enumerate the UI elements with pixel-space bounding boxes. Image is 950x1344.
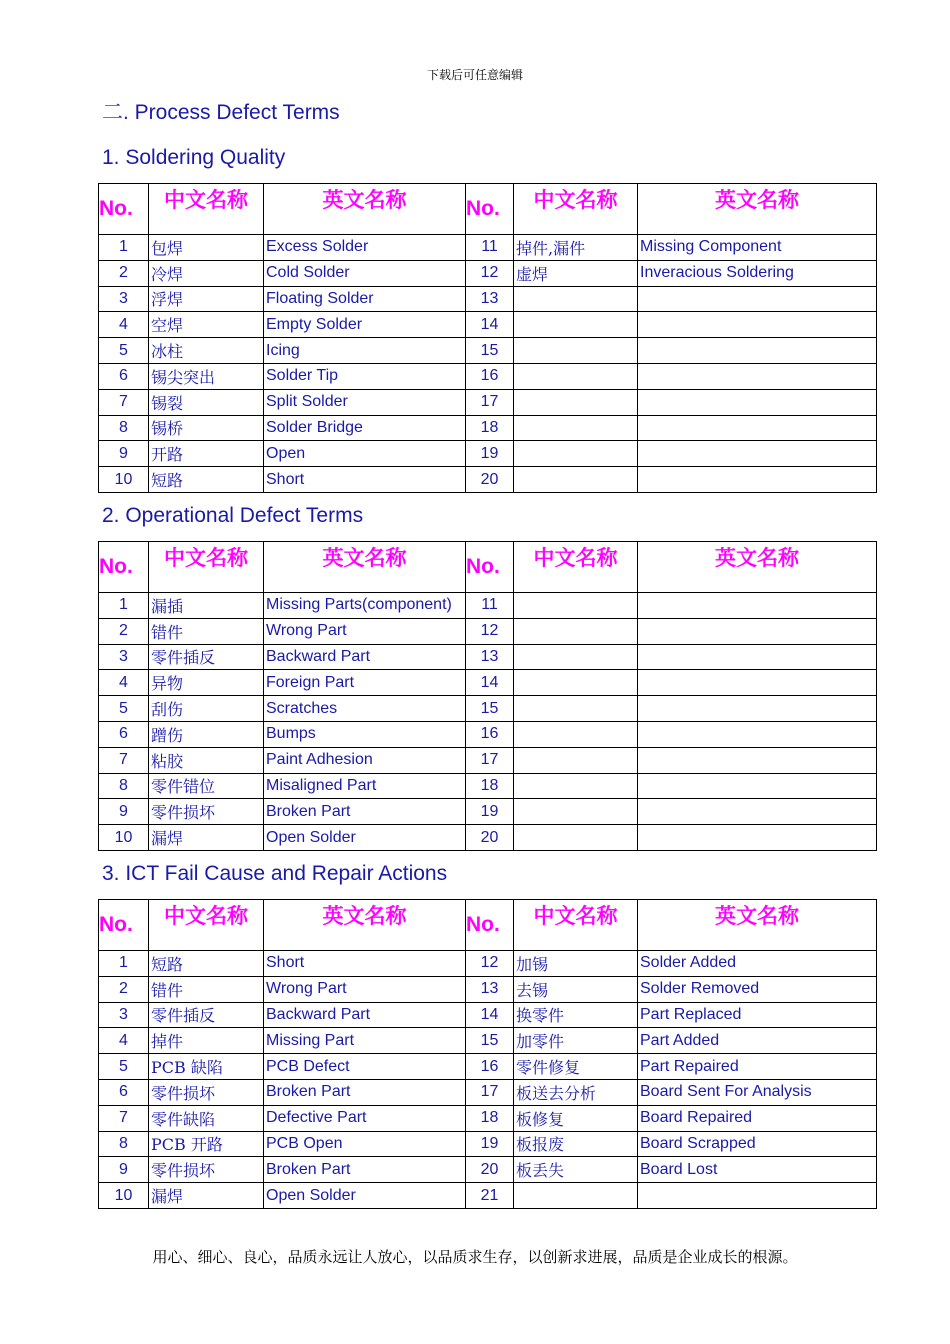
table-row: [99, 747, 877, 773]
table-row: [99, 363, 877, 389]
right-number-cell: 15: [466, 696, 514, 722]
left-chinese-name-cell: 零件缺陷: [149, 1105, 264, 1131]
right-number-cell: 21: [466, 1183, 514, 1209]
left-english-name-cell: Short: [264, 951, 466, 977]
left-chinese-name-cell: 锡裂: [149, 389, 264, 415]
table-header-row: [99, 542, 877, 593]
left-chinese-name-cell: 开路: [149, 441, 264, 467]
table-row: [99, 235, 877, 261]
left-number-cell: 9: [99, 799, 149, 825]
right-chinese-name-cell: [514, 286, 638, 312]
right-chinese-name-cell: 换零件: [514, 1002, 638, 1028]
right-number-cell: 17: [466, 389, 514, 415]
left-number-cell: 3: [99, 286, 149, 312]
left-chinese-name-cell: 冰柱: [149, 338, 264, 364]
table-header-row: [99, 900, 877, 951]
left-chinese-name-cell: 掉件: [149, 1028, 264, 1054]
left-english-name-cell: Icing: [264, 338, 466, 364]
left-chinese-name-cell: 空焊: [149, 312, 264, 338]
right-english-name-cell: [638, 415, 877, 441]
left-english-name-cell: Misaligned Part: [264, 773, 466, 799]
right-chinese-name-cell: [514, 593, 638, 619]
right-number-cell: 20: [466, 825, 514, 851]
header-left-chinese-name: 中文名称: [149, 542, 264, 593]
table-row: [99, 951, 877, 977]
right-english-name-cell: [638, 618, 877, 644]
left-number-cell: 2: [99, 260, 149, 286]
header-note: 下载后可任意编辑: [426, 68, 523, 82]
right-english-name-cell: [638, 286, 877, 312]
left-chinese-name-cell: 包焊: [149, 235, 264, 261]
right-english-name-cell: [638, 825, 877, 851]
right-english-name-cell: [638, 644, 877, 670]
left-number-cell: 4: [99, 312, 149, 338]
right-number-cell: 12: [466, 951, 514, 977]
right-chinese-name-cell: [514, 825, 638, 851]
left-chinese-name-cell: 浮焊: [149, 286, 264, 312]
right-number-cell: 15: [466, 338, 514, 364]
header-left-english-name: 英文名称: [264, 542, 466, 593]
right-number-cell: 19: [466, 799, 514, 825]
header-right-chinese-name: 中文名称: [514, 184, 638, 235]
left-chinese-name-cell: 零件损坏: [149, 799, 264, 825]
table-row: [99, 1183, 877, 1209]
left-english-name-cell: Paint Adhesion: [264, 747, 466, 773]
right-chinese-name-cell: [514, 696, 638, 722]
right-chinese-name-cell: 零件修复: [514, 1054, 638, 1080]
right-chinese-name-cell: [514, 415, 638, 441]
left-number-cell: 6: [99, 721, 149, 747]
table-row: [99, 415, 877, 441]
right-english-name-cell: [638, 363, 877, 389]
right-chinese-name-cell: 加锡: [514, 951, 638, 977]
table-row: [99, 1028, 877, 1054]
table-row: [99, 773, 877, 799]
left-english-name-cell: Excess Solder: [264, 235, 466, 261]
right-number-cell: 13: [466, 286, 514, 312]
right-english-name-cell: [638, 389, 877, 415]
right-chinese-name-cell: 板修复: [514, 1105, 638, 1131]
right-english-name-cell: Board Sent For Analysis: [638, 1079, 877, 1105]
right-number-cell: 14: [466, 312, 514, 338]
right-chinese-name-cell: [514, 773, 638, 799]
header-right-english-name: 英文名称: [638, 900, 877, 951]
table-row: [99, 338, 877, 364]
right-english-name-cell: Board Scrapped: [638, 1131, 877, 1157]
header-left-english-name: 英文名称: [264, 900, 466, 951]
header-left-number: No.: [99, 184, 149, 235]
table-row: [99, 618, 877, 644]
right-english-name-cell: [638, 441, 877, 467]
left-english-name-cell: Broken Part: [264, 799, 466, 825]
left-english-name-cell: Backward Part: [264, 1002, 466, 1028]
right-english-name-cell: Inveracious Soldering: [638, 260, 877, 286]
left-english-name-cell: Missing Parts(component): [264, 593, 466, 619]
section-title-ict-fail-cause: 3. ICT Fail Cause and Repair Actions: [102, 862, 448, 885]
right-number-cell: 18: [466, 773, 514, 799]
header-right-number: No.: [466, 900, 514, 951]
header-left-number: No.: [99, 900, 149, 951]
right-english-name-cell: Missing Component: [638, 235, 877, 261]
right-chinese-name-cell: [514, 467, 638, 493]
table-row: [99, 441, 877, 467]
right-english-name-cell: [638, 338, 877, 364]
table-row: [99, 1054, 877, 1080]
right-chinese-name-cell: [514, 1183, 638, 1209]
table-row: [99, 467, 877, 493]
right-number-cell: 15: [466, 1028, 514, 1054]
right-english-name-cell: [638, 1183, 877, 1209]
left-number-cell: 10: [99, 825, 149, 851]
operational-defect-table: [98, 541, 877, 851]
left-chinese-name-cell: 漏焊: [149, 825, 264, 851]
right-number-cell: 11: [466, 235, 514, 261]
right-english-name-cell: [638, 467, 877, 493]
right-english-name-cell: Board Repaired: [638, 1105, 877, 1131]
left-chinese-name-cell: 零件插反: [149, 1002, 264, 1028]
left-english-name-cell: Foreign Part: [264, 670, 466, 696]
right-chinese-name-cell: [514, 389, 638, 415]
table-row: [99, 976, 877, 1002]
left-chinese-name-cell: 异物: [149, 670, 264, 696]
left-chinese-name-cell: 粘胶: [149, 747, 264, 773]
left-number-cell: 3: [99, 1002, 149, 1028]
left-number-cell: 9: [99, 441, 149, 467]
right-number-cell: 11: [466, 593, 514, 619]
left-english-name-cell: Backward Part: [264, 644, 466, 670]
left-english-name-cell: Scratches: [264, 696, 466, 722]
right-chinese-name-cell: [514, 799, 638, 825]
right-number-cell: 12: [466, 260, 514, 286]
left-english-name-cell: Defective Part: [264, 1105, 466, 1131]
right-english-name-cell: [638, 799, 877, 825]
left-english-name-cell: Short: [264, 467, 466, 493]
footer-note: 用心、细心、良心，品质永远让人放心，以品质求生存，以创新求进展，品质是企业成长的根源。: [152, 1248, 798, 1266]
left-english-name-cell: PCB Open: [264, 1131, 466, 1157]
left-number-cell: 5: [99, 1054, 149, 1080]
right-english-name-cell: [638, 593, 877, 619]
left-number-cell: 7: [99, 747, 149, 773]
left-number-cell: 2: [99, 976, 149, 1002]
left-chinese-name-cell: 短路: [149, 467, 264, 493]
header-right-number: No.: [466, 184, 514, 235]
left-english-name-cell: Open: [264, 441, 466, 467]
left-number-cell: 10: [99, 1183, 149, 1209]
left-chinese-name-cell: 锡尖突出: [149, 363, 264, 389]
right-number-cell: 16: [466, 363, 514, 389]
right-number-cell: 17: [466, 747, 514, 773]
table-row: [99, 799, 877, 825]
left-chinese-name-cell: 锡桥: [149, 415, 264, 441]
left-english-name-cell: Cold Solder: [264, 260, 466, 286]
right-english-name-cell: Part Repaired: [638, 1054, 877, 1080]
section-title-operational-defect-terms: 2. Operational Defect Terms: [102, 504, 364, 527]
left-chinese-name-cell: 短路: [149, 951, 264, 977]
left-number-cell: 7: [99, 389, 149, 415]
header-left-chinese-name: 中文名称: [149, 184, 264, 235]
right-number-cell: 16: [466, 721, 514, 747]
table-row: [99, 312, 877, 338]
right-number-cell: 19: [466, 441, 514, 467]
left-chinese-name-cell: 错件: [149, 976, 264, 1002]
left-number-cell: 4: [99, 670, 149, 696]
right-number-cell: 17: [466, 1079, 514, 1105]
right-chinese-name-cell: 加零件: [514, 1028, 638, 1054]
table-row: [99, 286, 877, 312]
table-row: [99, 670, 877, 696]
right-number-cell: 18: [466, 415, 514, 441]
left-number-cell: 1: [99, 951, 149, 977]
left-english-name-cell: Open Solder: [264, 1183, 466, 1209]
left-chinese-name-cell: 刮伤: [149, 696, 264, 722]
ict-fail-cause-table: [98, 899, 877, 1209]
left-chinese-name-cell: 零件错位: [149, 773, 264, 799]
right-number-cell: 14: [466, 1002, 514, 1028]
right-number-cell: 16: [466, 1054, 514, 1080]
right-number-cell: 12: [466, 618, 514, 644]
right-number-cell: 13: [466, 644, 514, 670]
table-row: [99, 825, 877, 851]
right-number-cell: 18: [466, 1105, 514, 1131]
header-right-english-name: 英文名称: [638, 542, 877, 593]
left-chinese-name-cell: 零件插反: [149, 644, 264, 670]
left-chinese-name-cell: 错件: [149, 618, 264, 644]
page-title: 二. Process Defect Terms: [102, 101, 340, 124]
right-english-name-cell: Board Lost: [638, 1157, 877, 1183]
right-number-cell: 13: [466, 976, 514, 1002]
header-left-english-name: 英文名称: [264, 184, 466, 235]
right-chinese-name-cell: [514, 670, 638, 696]
left-number-cell: 8: [99, 415, 149, 441]
header-left-chinese-name: 中文名称: [149, 900, 264, 951]
left-english-name-cell: Broken Part: [264, 1079, 466, 1105]
header-right-chinese-name: 中文名称: [514, 542, 638, 593]
table-row: [99, 1131, 877, 1157]
left-english-name-cell: Empty Solder: [264, 312, 466, 338]
left-chinese-name-cell: 漏插: [149, 593, 264, 619]
right-chinese-name-cell: [514, 363, 638, 389]
right-english-name-cell: [638, 312, 877, 338]
right-chinese-name-cell: [514, 312, 638, 338]
right-english-name-cell: Part Replaced: [638, 1002, 877, 1028]
soldering-quality-table: [98, 183, 877, 493]
header-right-english-name: 英文名称: [638, 184, 877, 235]
left-chinese-name-cell: 蹭伤: [149, 721, 264, 747]
table-row: [99, 1079, 877, 1105]
left-english-name-cell: PCB Defect: [264, 1054, 466, 1080]
left-number-cell: 5: [99, 338, 149, 364]
right-english-name-cell: [638, 670, 877, 696]
left-number-cell: 4: [99, 1028, 149, 1054]
left-english-name-cell: Wrong Part: [264, 618, 466, 644]
left-number-cell: 3: [99, 644, 149, 670]
right-chinese-name-cell: 掉件,漏件: [514, 235, 638, 261]
header-right-chinese-name: 中文名称: [514, 900, 638, 951]
left-number-cell: 2: [99, 618, 149, 644]
right-chinese-name-cell: 板报废: [514, 1131, 638, 1157]
right-chinese-name-cell: 去锡: [514, 976, 638, 1002]
left-english-name-cell: Bumps: [264, 721, 466, 747]
table-row: [99, 696, 877, 722]
table-row: [99, 1157, 877, 1183]
left-english-name-cell: Broken Part: [264, 1157, 466, 1183]
left-number-cell: 5: [99, 696, 149, 722]
right-english-name-cell: [638, 773, 877, 799]
left-english-name-cell: Solder Tip: [264, 363, 466, 389]
right-chinese-name-cell: [514, 747, 638, 773]
right-chinese-name-cell: 虚焊: [514, 260, 638, 286]
right-chinese-name-cell: 板丢失: [514, 1157, 638, 1183]
left-number-cell: 1: [99, 235, 149, 261]
left-number-cell: 10: [99, 467, 149, 493]
left-number-cell: 6: [99, 1079, 149, 1105]
right-chinese-name-cell: [514, 338, 638, 364]
left-number-cell: 6: [99, 363, 149, 389]
table-row: [99, 721, 877, 747]
right-english-name-cell: Part Added: [638, 1028, 877, 1054]
right-english-name-cell: Solder Added: [638, 951, 877, 977]
left-number-cell: 8: [99, 1131, 149, 1157]
right-chinese-name-cell: 板送去分析: [514, 1079, 638, 1105]
left-number-cell: 8: [99, 773, 149, 799]
right-chinese-name-cell: [514, 644, 638, 670]
right-number-cell: 19: [466, 1131, 514, 1157]
table-row: [99, 260, 877, 286]
left-chinese-name-cell: 漏焊: [149, 1183, 264, 1209]
left-english-name-cell: Wrong Part: [264, 976, 466, 1002]
table-row: [99, 593, 877, 619]
right-number-cell: 14: [466, 670, 514, 696]
table-row: [99, 1105, 877, 1131]
left-number-cell: 7: [99, 1105, 149, 1131]
table-row: [99, 644, 877, 670]
left-english-name-cell: Split Solder: [264, 389, 466, 415]
left-number-cell: 9: [99, 1157, 149, 1183]
table-row: [99, 1002, 877, 1028]
right-english-name-cell: [638, 696, 877, 722]
left-chinese-name-cell: 零件损坏: [149, 1079, 264, 1105]
left-english-name-cell: Floating Solder: [264, 286, 466, 312]
right-number-cell: 20: [466, 1157, 514, 1183]
left-english-name-cell: Missing Part: [264, 1028, 466, 1054]
header-left-number: No.: [99, 542, 149, 593]
left-number-cell: 1: [99, 593, 149, 619]
left-english-name-cell: Open Solder: [264, 825, 466, 851]
table-header-row: [99, 184, 877, 235]
table-row: [99, 389, 877, 415]
left-chinese-name-cell: PCB 开路: [149, 1131, 264, 1157]
right-english-name-cell: Solder Removed: [638, 976, 877, 1002]
right-english-name-cell: [638, 747, 877, 773]
right-chinese-name-cell: [514, 721, 638, 747]
left-chinese-name-cell: PCB 缺陷: [149, 1054, 264, 1080]
left-english-name-cell: Solder Bridge: [264, 415, 466, 441]
right-english-name-cell: [638, 721, 877, 747]
right-chinese-name-cell: [514, 618, 638, 644]
section-title-soldering-quality: 1. Soldering Quality: [102, 146, 286, 169]
left-chinese-name-cell: 零件损坏: [149, 1157, 264, 1183]
left-chinese-name-cell: 冷焊: [149, 260, 264, 286]
right-number-cell: 20: [466, 467, 514, 493]
right-chinese-name-cell: [514, 441, 638, 467]
header-right-number: No.: [466, 542, 514, 593]
